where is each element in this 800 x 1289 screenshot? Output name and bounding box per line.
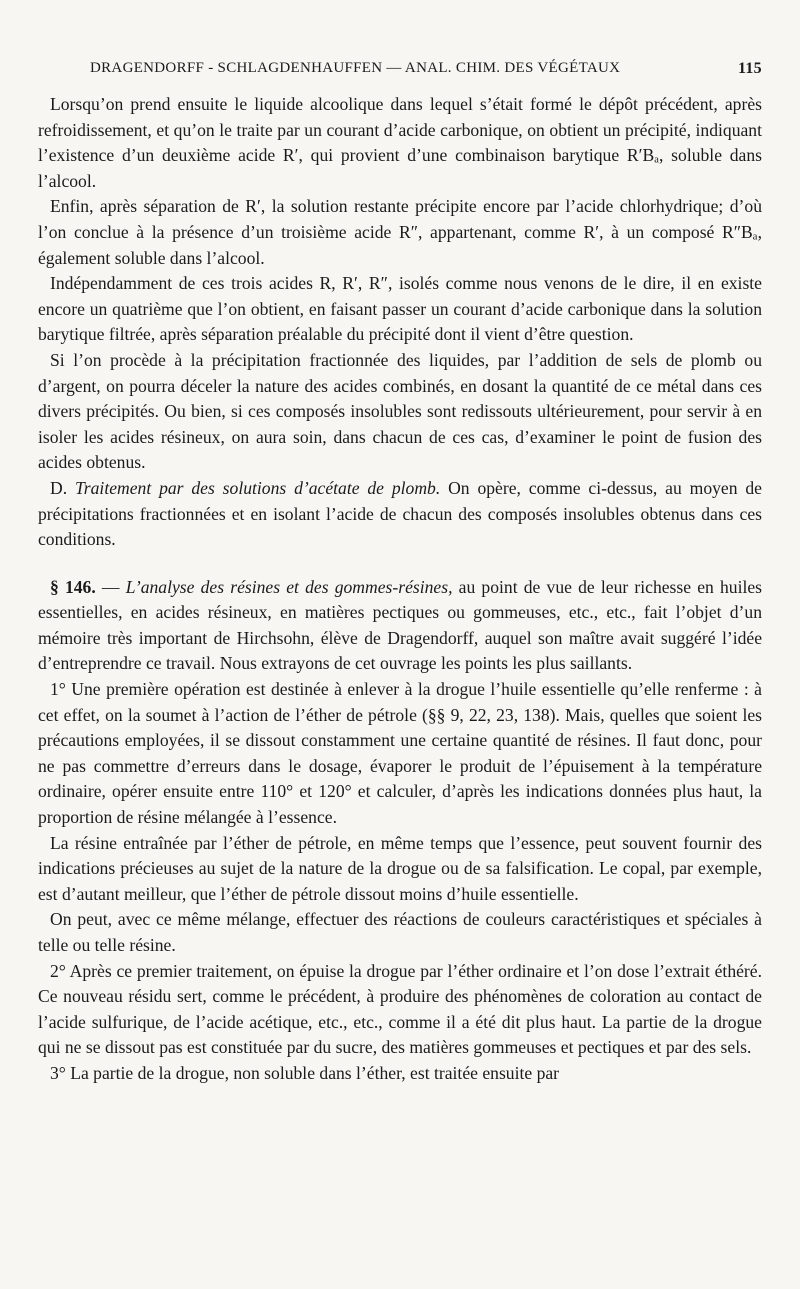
section-146-paragraph bbox=[38, 575, 762, 677]
section-d-text: On opère, comme ci-dessus, au moyen de précipitations fractionnées et en isolant l’acide de chacun des composés insolubles obtenus dans ces conditions. bbox=[38, 477, 762, 550]
section-d-label: D. bbox=[50, 477, 68, 498]
section-number: § 146. bbox=[50, 576, 96, 597]
running-title: DRAGENDORFF - SCHLAGDENHAUFFEN — ANAL. CHIM. DES VÉGÉTAUX bbox=[90, 60, 621, 76]
section-146-text: au point de vue de leur richesse en huiles essentielles, en acides résineux, en matières pectiques ou gommeuses, etc., etc., fait l’objet d’un mémoire très important de Hirchsohn, élève de Dragendorff, auquel son maître avait suggéré l’idée d’entreprendre ce travail. Nous extrayons de cet ouvrage les points les plus saillants. bbox=[38, 576, 763, 674]
section-d-title: Traitement par des solutions d’acétate de plomb. bbox=[74, 477, 441, 498]
paragraph: La résine entraînée par l’éther de pétrole, en même temps que l’essence, peut souvent fournir des indications précieuses au sujet de la nature de la drogue ou de sa falsification. Le copal, par exemple, est d’autant meilleur, que l’éther de pétrole dissout moins d’huile essentielle. bbox=[38, 832, 762, 904]
paragraph: 1° Une première opération est destinée à enlever à la drogue l’huile essentielle qu’elle renferme : à cet effet, on la soumet à l’action de l’éther de pétrole (§§ 9, 22, 23, 138). Mais, quelles que soient les précautions employées, il se dissout constamment une certaine quantité de résines. Il faut donc, pour ne pas commettre d’erreurs dans le dosage, évaporer le produit de l’épuisement à la température ordinaire, opérer ensuite entre 110° et 120° et calculer, d’après les indications données plus haut, la proportion de résine mélangée à l’essence. bbox=[38, 679, 762, 828]
section-dash: — bbox=[95, 576, 126, 597]
paragraph: 2° Après ce premier traitement, on épuise la drogue par l’éther ordinaire et l’on dose l’extrait éthéré. Ce nouveau résidu sert, comme le précédent, à produire des phénomènes de coloration au contact de l’acide sulfurique, de l’acide acétique, etc., etc., comme il a été dit plus haut. La partie de la drogue qui ne se dissout pas est constituée par du sucre, des matières gommeuses et pectiques et par des sels. bbox=[38, 960, 762, 1058]
paragraph: Enfin, après séparation de R′, la solution restante précipite encore par l’acide chlorhydrique; d’où l’on conclue à la présence d’un troisième acide R″, appartenant, comme R′, à un composé R″Bₐ, également soluble dans l’alcool. bbox=[38, 196, 762, 268]
paragraph: Si l’on procède à la précipitation fractionnée des liquides, par l’addition de sels de plomb ou d’argent, on pourra déceler la nature des acides combinés, en dosant la quantité de ce métal dans ces divers précipités. Ou bien, si ces composés insolubles sont redissouts ultérieurement, pour servir à en isoler les acides résineux, on aura soin, dans chacun de ces cas, d’examiner le point de fusion des acides obtenus. bbox=[38, 349, 762, 473]
paragraph: On peut, avec ce même mélange, effectuer des réactions de couleurs caractéristiques et spéciales à telle ou telle résine. bbox=[38, 909, 762, 955]
page-body bbox=[38, 92, 762, 1087]
paragraph: Lorsqu’on prend ensuite le liquide alcoolique dans lequel s’était formé le dépôt précédent, après refroidissement, et qu’on le traite par un courant d’acide carbonique, on obtient un précipité, indiquant l’existence d’un deuxième acide R′, qui provient d’une combinaison barytique R′Bₐ, soluble dans l’alcool. bbox=[38, 94, 762, 191]
page-number: 115 bbox=[737, 60, 762, 77]
section-d-paragraph bbox=[38, 476, 762, 553]
running-header bbox=[38, 60, 762, 86]
paragraph: 3° La partie de la drogue, non soluble dans l’éther, est traitée ensuite par bbox=[50, 1062, 560, 1083]
section-146-title: L’analyse des résines et des gommes-résines, bbox=[125, 576, 453, 597]
paragraph: Indépendamment de ces trois acides R, R′, R″, isolés comme nous venons de le dire, il en existe encore un quatrième que l’on obtient, en faisant passer un courant d’acide carbonique dans la solution barytique filtrée, après séparation préalable du précipité dont il vient d’être question. bbox=[38, 273, 762, 345]
